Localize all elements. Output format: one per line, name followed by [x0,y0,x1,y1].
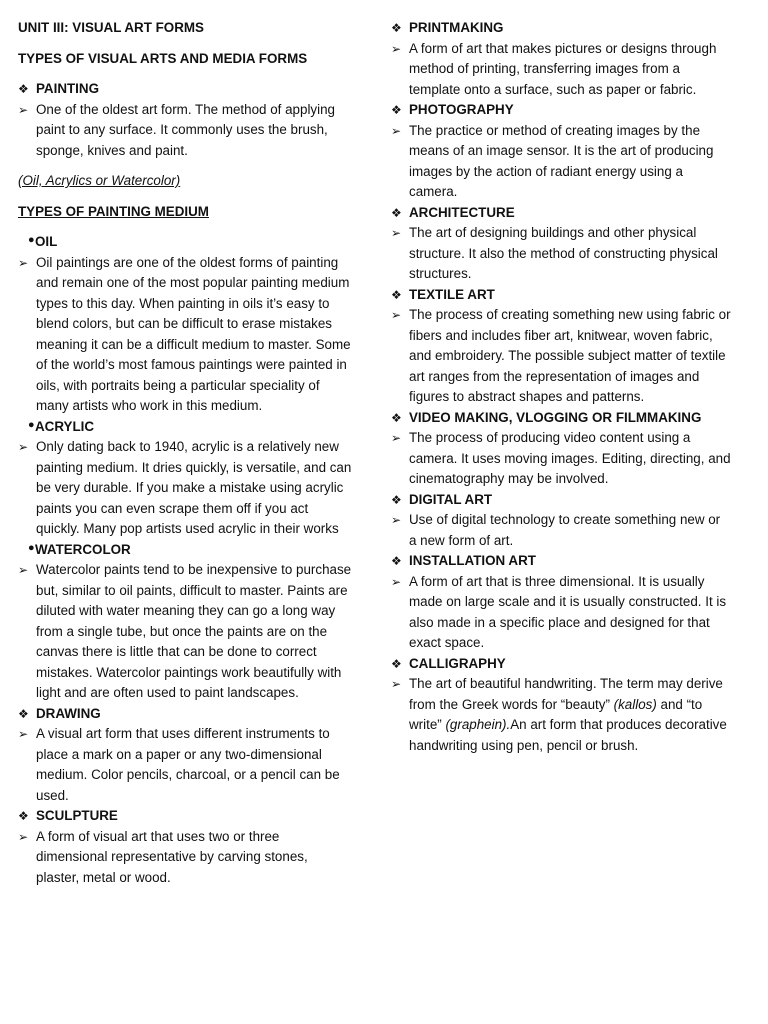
arrow-bullet-icon: ➢ [391,677,402,691]
desc-textile-art: ➢ The process of creating something new using fabric or fibers and includes fiber art, knitwear, woven fabric, and embroidery. The possible subject matter of textile art ranges from the representation of images and figures to abstract shapes and patterns. [391,307,731,404]
heading-photography: ❖ PHOTOGRAPHY [391,100,731,121]
desc-photography: ➢ The practice or method of creating images by the means of an image sensor. It is the art of producing images by the action of radiant energy using a camera. [391,122,714,199]
diamond-bullet-icon: ❖ [391,554,402,568]
arrow-bullet-icon: ➢ [18,102,29,117]
left-column [18,18,353,888]
arrow-bullet-icon: ➢ [391,41,402,56]
heading-digital-art: ❖ DIGITAL ART [391,490,731,511]
unit-title: UNIT III: VISUAL ART FORMS [18,20,204,35]
media-note: (Oil, Acrylics or Watercolor) [18,173,181,188]
desc-printmaking: ➢ A form of art that makes pictures or designs through method of printing, transferring images from a template onto a surface, such as paper or fabric. [391,40,717,97]
arrow-bullet-icon: ➢ [391,513,402,527]
diamond-bullet-icon: ❖ [391,492,402,507]
heading-watercolor: • WATERCOLOR [18,540,353,561]
dot-bullet-icon: • [27,234,36,249]
diamond-bullet-icon: ❖ [18,82,29,96]
diamond-bullet-icon: ❖ [18,809,29,823]
desc-painting: ➢ One of the oldest art form. The method of applying paint to any surface. It commonly uses the brush, sponge, knives and paint. [18,101,335,158]
desc-acrylic: ➢ Only dating back to 1940, acrylic is a relatively new painting medium. It dries quickly, is versatile, and can be very durable. If you make a mistake using acrylic paints you can even scrape them off if you act quickly. Many pop artists used acrylic in their works [18,439,352,536]
arrow-bullet-icon: ➢ [391,226,402,240]
section-title: TYPES OF VISUAL ARTS AND MEDIA FORMS [18,50,308,66]
heading-textile-art: ❖ TEXTILE ART [391,285,731,306]
heading-calligraphy: ❖ CALLIGRAPHY [391,654,731,675]
diamond-bullet-icon: ❖ [391,287,402,302]
arrow-bullet-icon: ➢ [18,727,29,741]
arrow-bullet-icon: ➢ [18,440,29,454]
diamond-bullet-icon: ❖ [391,103,402,117]
right-column [391,18,731,756]
heading-printmaking: ❖ PRINTMAKING [391,18,731,39]
desc-installation-art: ➢ A form of art that is three dimensional. It is usually made on large scale and it is usually constructed. It is also made in a specific place and designed for that exact space. [391,573,727,650]
arrow-bullet-icon: ➢ [391,308,402,322]
arrow-bullet-icon: ➢ [391,574,402,589]
desc-digital-art: ➢ Use of digital technology to create something new or a new form of art. [391,512,721,548]
heading-oil: • OIL [18,232,353,253]
arrow-bullet-icon: ➢ [391,123,402,138]
desc-architecture: ➢ The art of designing buildings and other physical structure. It also the method of constructing physical structures. [391,225,718,281]
medium-title: TYPES OF PAINTING MEDIUM [18,203,209,219]
heading-acrylic: • ACRYLIC [18,417,353,438]
desc-drawing: ➢ A visual art form that uses different instruments to place a mark on a paper or any two-dimensional medium. Color pencils, charcoal, or a pencil can be used. [18,726,340,803]
diamond-bullet-icon: ❖ [391,656,402,671]
desc-calligraphy: ➢ The art of beautiful handwriting. The term may derive from the Greek words for “beauty” (kallos) and “to write” (graphein).An art form that produces decorative handwriting using pen, pencil or brush. [391,676,727,753]
dot-bullet-icon: • [27,541,36,557]
desc-oil: ➢ Oil paintings are one of the oldest forms of painting and remain one of the most popular painting medium types to this day. When painting in oils it’s easy to blend colors, but can be difficult to erase mistakes meaning it can be a difficult medium to master. Some of the world’s most famous paintings were painted in oils, with portraits being a particular speciality of many artists who work in this medium. [18,254,351,413]
heading-sculpture: ❖ SCULPTURE [18,806,353,827]
desc-watercolor: ➢ Watercolor paints tend to be inexpensive to purchase but, similar to oil paints, difficult to master. Paints are diluted with water meaning they can go a long way from a single tube, but once the paints are on the canvas there is little that can be done to correct mistakes. Watercolor paintings work beautifully with light and are often used to paint landscapes. [18,562,352,700]
diamond-bullet-icon: ❖ [391,205,402,220]
diamond-bullet-icon: ❖ [391,410,402,425]
desc-sculpture: ➢ A form of visual art that uses two or three dimensional representative by carving stones, plaster, metal or wood. [18,828,308,885]
heading-installation-art: ❖ INSTALLATION ART [391,551,731,572]
desc-video-making: ➢ The process of producing video content using a camera. It uses moving images. Editing, directing, and cinematography may be involved. [391,430,731,486]
arrow-bullet-icon: ➢ [391,431,402,445]
diamond-bullet-icon: ❖ [391,21,402,35]
heading-painting: ❖ PAINTING [18,79,353,100]
arrow-bullet-icon: ➢ [18,829,29,844]
arrow-bullet-icon: ➢ [18,563,29,577]
arrow-bullet-icon: ➢ [18,255,29,270]
diamond-bullet-icon: ❖ [18,706,29,721]
heading-video-making: ❖ VIDEO MAKING, VLOGGING OR FILMMAKING [391,408,731,429]
heading-architecture: ❖ ARCHITECTURE [391,203,731,224]
heading-drawing: ❖ DRAWING [18,704,353,725]
dot-bullet-icon: • [27,418,36,434]
